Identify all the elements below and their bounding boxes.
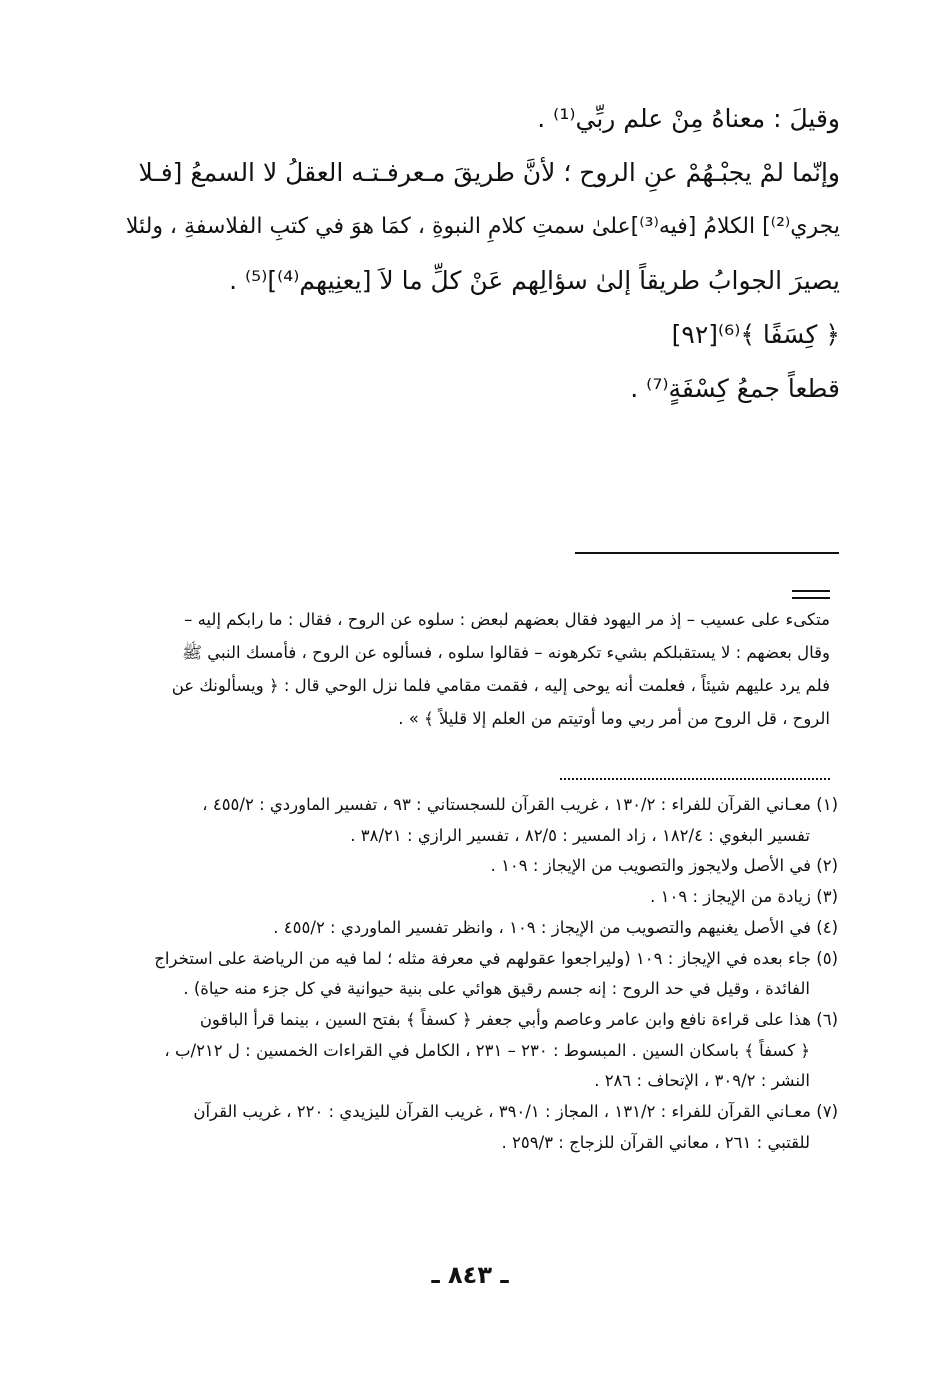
continuation-marker — [792, 590, 830, 599]
footnotes — [120, 790, 838, 1158]
dotted-separator — [560, 778, 830, 780]
main-text-line: يجري⁽²⁾] الكلامُ [فيه⁽³⁾]علىٰ سمتِ كلامِ النبوةِ ، كمَا هوَ في كتبِ الفلاسفةِ ، ولئلا — [125, 214, 840, 239]
footnote-line: (٢) في الأصل ولايجوز والتصويب من الإيجاز : ١٠٩ . — [490, 856, 838, 876]
footnote-line: تفسير البغوي : ١٨٢/٤ ، زاد المسير : ٨٢/٥ ، تفسير الرازي : ٣٨/٢١ . — [350, 825, 810, 845]
footnote-line: الفائدة ، وقيل في حد الروح : إنه جسم رقيق هوائي على بنية حيوانية في كل جزء منه حياة) . — [183, 979, 810, 999]
footnote-line: (٤) في الأصل يغنيهم والتصويب من الإيجاز : ١٠٩ ، وانظر تفسير الماوردي : ٤٥٥/٢ . — [273, 917, 838, 937]
footnote-line: (١) معـاني القرآن للفراء : ١٣٠/٢ ، غريب القرآن للسجستاني : ٩٣ ، تفسير الماوردي : ٤٥٥/٢ ، — [202, 795, 838, 814]
footnote-continuation-line: الروح ، قل الروح من أمر ربي وما أوتيتم من العلم إلا قليلاً ﴾ » . — [398, 709, 830, 728]
quranic-verse-line: ﴿ كِسَفًا ﴾⁽⁶⁾[٩٢] — [671, 320, 840, 349]
main-text-line: يصيرَ الجوابُ طريقاً إلىٰ سؤالِهم عَنْ كلِّ ما لاَ [يعنِيهم⁽⁴⁾]⁽⁵⁾ . — [229, 266, 840, 295]
footnote-line: النشر : ٣٠٩/٢ ، الإتحاف : ٢٨٦ . — [594, 1071, 810, 1091]
footnote-line: (٧) معـاني القرآن للفراء : ١٣١/٢ ، المجاز : ٣٩٠/١ ، غريب القرآن لليزيدي : ٢٢٠ ، غريب القرآن — [193, 1102, 838, 1122]
main-text — [120, 92, 840, 416]
footnote-line: (٦) هذا على قراءة نافع وابن عامر وعاصم وأبي جعفر ﴿ كسفاً ﴾ بفتح السين ، بينما قرأ الباقون — [199, 1009, 838, 1029]
main-text-line: وقيلَ : معناهُ مِنْ علم ربِّي⁽¹⁾ . — [537, 104, 840, 133]
footnote-continuation — [140, 603, 830, 735]
main-text-line: وإنّما لمْ يجبْـهُمْ عنِ الروح ؛ لأنَّ طريقَ مـعرفـتـه العقلُ لا السمعُ [فـلا — [138, 158, 840, 187]
page-number: ـ ٨٤٣ ـ — [431, 1261, 509, 1289]
footnote-continuation-line: وقال بعضهم : لا يستقبلكم بشيء تكرهونه – فقالوا سلوه ، فسألوه عن الروح ، فأمسك النبي ﷺ — [182, 643, 830, 662]
footnote-line: (٥) جاء بعده في الإيجاز : ١٠٩ (وليراجعوا عقولهم في معرفة مثله ؛ لما فيه من الرياضة على استخراج — [154, 948, 838, 968]
footnote-continuation-line: متكىء على عسيب – إذ مر اليهود فقال بعضهم لبعض : سلوه عن الروح ، فقال : ما رابكم إليه – — [184, 610, 830, 629]
main-text-line: قطعاً جمعُ كِسْفَةٍ⁽⁷⁾ . — [630, 374, 840, 403]
footnote-line: للقتبي : ٢٦١ ، معاني القرآن للزجاج : ٢٥٩/٣ . — [501, 1132, 810, 1152]
footnote-line: (٣) زيادة من الإيجاز : ١٠٩ . — [650, 887, 838, 907]
footnote-line: ﴿ كسفاً ﴾ باسكان السين . المبسوط : ٢٣٠ – ٢٣١ ، الكامل في القراءات الخمسين : ل ٢١٢/ب ، — [164, 1040, 810, 1060]
footnote-separator-rule — [575, 552, 839, 554]
footnote-continuation-line: فلم يرد عليهم شيئاً ، فعلمت أنه يوحى إليه ، فقمت مقامي فلما نزل الوحي قال : ﴿ ويسألونك عن — [171, 676, 830, 695]
